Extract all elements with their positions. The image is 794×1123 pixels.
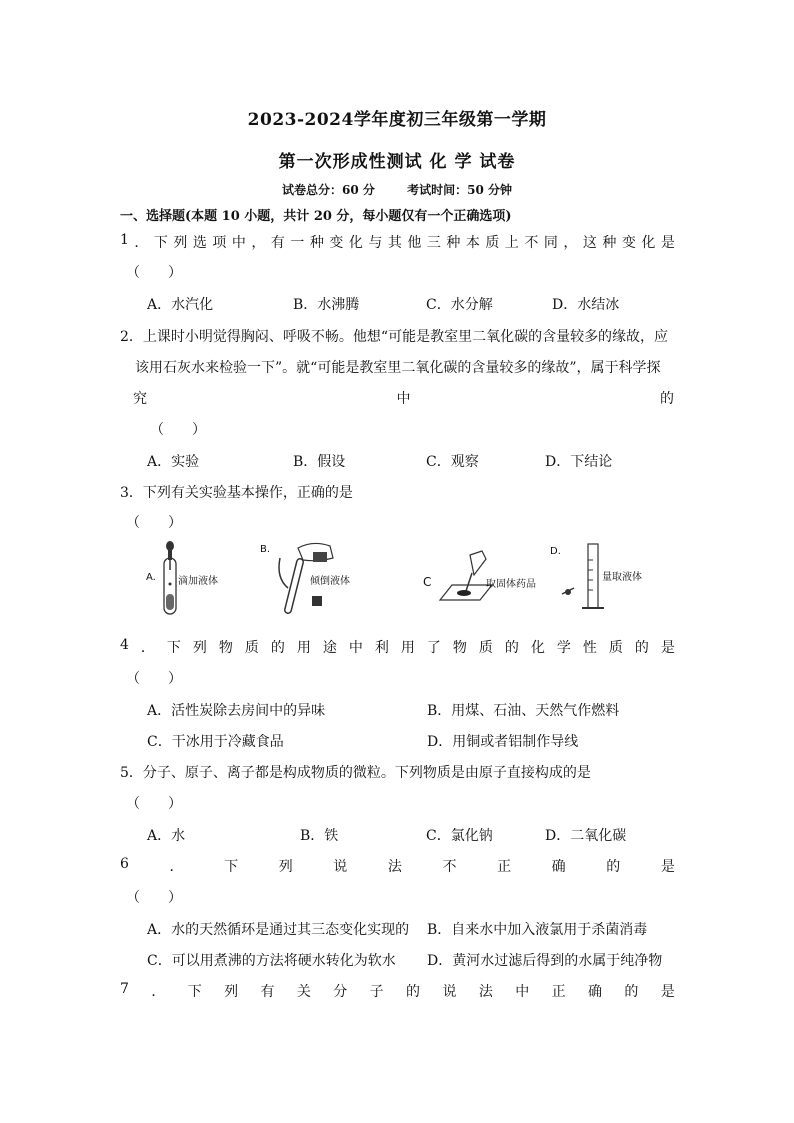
q5-stem: 5．分子、原子、离子都是构成物质的微粒。下列物质是由原子直接构成的是 xyxy=(120,765,591,781)
q3-figure-c xyxy=(420,545,540,615)
q3-figure-d-caption: 量取液体 xyxy=(602,572,642,583)
q1-option-a: A．水汽化 xyxy=(147,297,214,313)
q5-option-a: A．水 xyxy=(147,828,186,844)
section-title: 一、选择题(本题 10 小题，共计 20 分，每小题仅有一个正确选项) xyxy=(120,209,512,224)
q3-figure-a xyxy=(140,538,240,618)
q3-figure-b xyxy=(258,538,378,618)
q6-option-b: B．自来水中加入液氯用于杀菌消毒 xyxy=(427,922,648,938)
q4-option-b: B．用煤、石油、天然气作燃料 xyxy=(427,703,620,719)
q3-answer-paren: （ ） xyxy=(126,515,182,531)
q1-stem: 1 ． 下 列 选 项 中 ， 有 一 种 变 化 与 其 他 三 种 本 质 上 不 同 ， 这 种 变 化 是 xyxy=(120,232,675,251)
q4-option-d: D．用铜或者铝制作导线 xyxy=(427,734,579,750)
q5-answer-paren: （ ） xyxy=(126,796,182,812)
q3-figure-c-caption: 取固体药品 xyxy=(486,579,536,590)
q4-stem: 4 ． 下 列 物 质 的 用 途 中 利 用 了 物 质 的 化 学 性 质 的 是 xyxy=(120,637,675,656)
q4-option-a: A．活性炭除去房间中的异味 xyxy=(147,703,326,719)
q3-figure-b-caption: 倾倒液体 xyxy=(310,576,350,587)
q3-figure-a-caption: 滴加液体 xyxy=(178,576,218,587)
q2-stem-line1: 2．上课时小明觉得胸闷、呼吸不畅。他想“可能是教室里二氧化碳的含量较多的缘故，应 xyxy=(120,329,669,345)
q6-stem: 6 ． 下 列 说 法 不 正 确 的 是 xyxy=(120,856,675,875)
q2-answer-paren: （ ） xyxy=(150,422,206,438)
q6-option-a: A．水的天然循环是通过其三态变化实现的 xyxy=(147,922,410,938)
q4-option-c: C．干冰用于冷藏食品 xyxy=(147,734,284,750)
year-title: 2023-2024学年度初三年级第一学期 xyxy=(247,110,547,130)
q2-option-d: D．下结论 xyxy=(545,454,613,470)
q2-option-c: C．观察 xyxy=(426,454,479,470)
q6-answer-paren: （ ） xyxy=(126,890,182,906)
total-score: 试卷总分：60 分 xyxy=(282,183,375,197)
q2-stem-line2: 该用石灰水来检验一下”。就“可能是教室里二氧化碳的含量较多的缘故”，属于科学探 xyxy=(135,360,661,376)
q2-option-b: B．假设 xyxy=(293,454,346,470)
q6-option-d: D．黄河水过滤后得到的水属于纯净物 xyxy=(427,953,663,969)
q3-figure-d-letter: D. xyxy=(550,546,561,557)
exam-time: 考试时间：50 分钟 xyxy=(407,183,512,197)
q5-option-c: C．氯化钠 xyxy=(426,828,493,844)
exam-title: 第一次形成性测试 化 学 试卷 xyxy=(278,152,516,172)
q2-option-a: A．实验 xyxy=(147,454,200,470)
q6-option-c: C．可以用煮沸的方法将硬水转化为软水 xyxy=(147,953,396,969)
q1-option-c: C．水分解 xyxy=(426,297,493,313)
q3-figure-a-letter: A. xyxy=(146,572,156,583)
q1-answer-paren: （ ） xyxy=(126,265,182,281)
q4-answer-paren: （ ） xyxy=(126,671,182,687)
q3-figure-c-letter: C xyxy=(423,575,432,589)
q1-option-b: B．水沸腾 xyxy=(293,297,360,313)
q3-figure-d xyxy=(548,540,658,616)
q1-option-d: D．水结冰 xyxy=(552,297,620,313)
q2-stem-line3: 究 中 的 xyxy=(133,391,674,407)
exam-meta xyxy=(0,181,794,198)
q3-figure-b-letter: B. xyxy=(260,544,271,555)
q7-stem: 7 ． 下 列 有 关 分 子 的 说 法 中 正 确 的 是 xyxy=(120,981,675,1000)
q5-option-d: D．二氧化碳 xyxy=(545,828,627,844)
q5-option-b: B．铁 xyxy=(300,828,339,844)
q3-stem: 3．下列有关实验基本操作，正确的是 xyxy=(120,485,353,501)
